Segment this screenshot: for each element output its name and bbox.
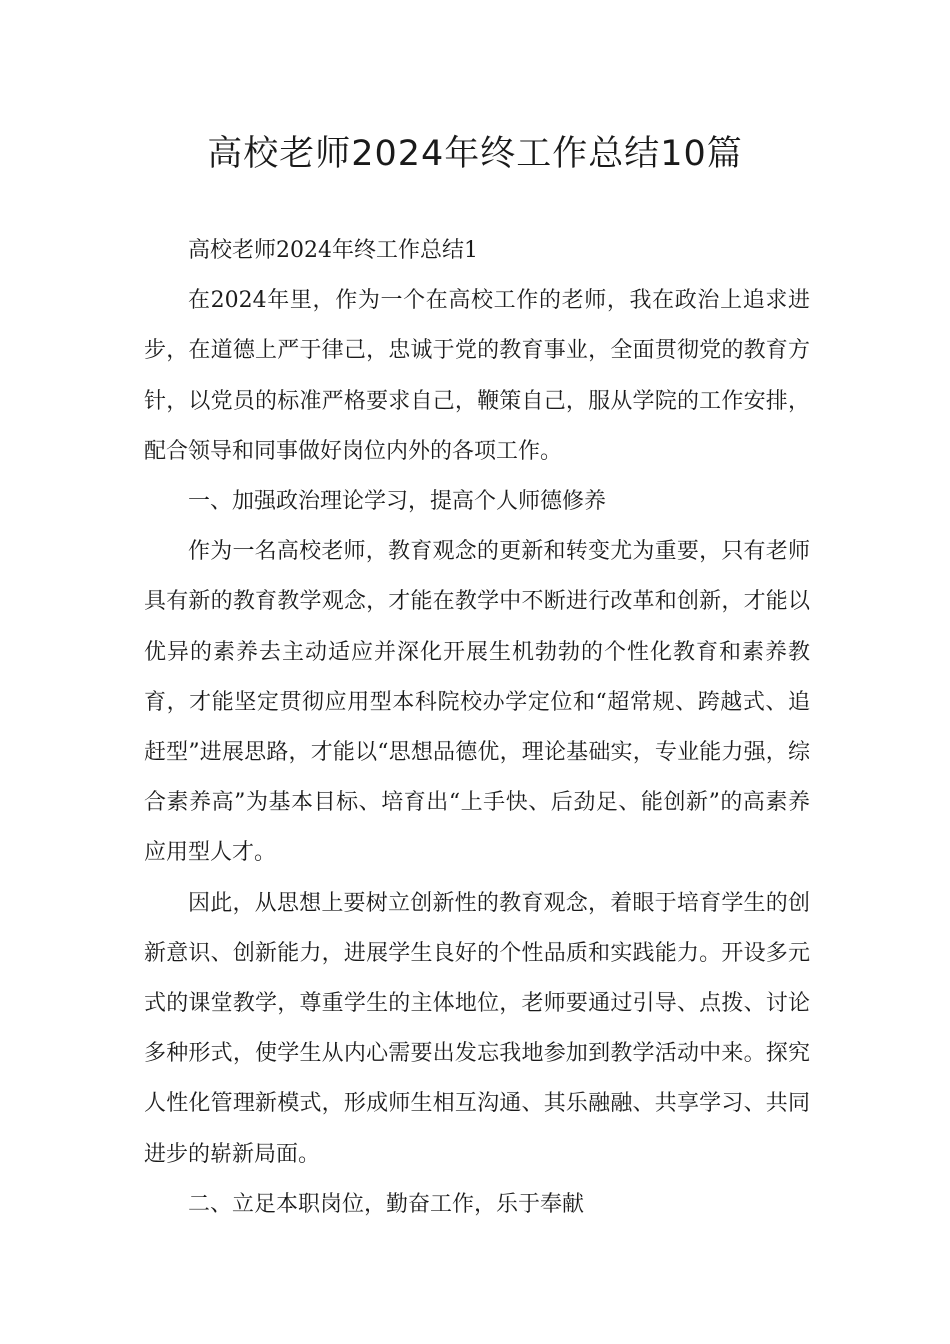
- document-title: 高校老师2024年终工作总结10篇: [207, 134, 743, 174]
- section-heading: 高校老师2024年终工作总结1: [188, 238, 478, 263]
- paragraph: 在2024年里，作为一个在高校工作的老师，我在政治上追求进步，在道德上严于律己，忠诚于党的教育事业，全面贯彻党的教育方针，以党员的标准严格要求自己，鞭策自己，服从学院的工作安排，配合领导和同事做好岗位内外的各项工作。: [144, 288, 810, 464]
- paragraph: 因此，从思想上要树立创新性的教育观念，着眼于培育学生的创新意识、创新能力，进展学生良好的个性品质和实践能力。开设多元式的课堂教学，尊重学生的主体地位，老师要通过引导、点拨、讨论多种形式，使学生从内心需要出发忘我地参加到教学活动中来。探究人性化管理新模式，形成师生相互沟通、其乐融融、共享学习、共同进步的崭新局面。: [144, 890, 810, 1167]
- document-body: [144, 226, 810, 1230]
- paragraph: 作为一名高校老师，教育观念的更新和转变尤为重要，只有老师具有新的教育教学观念，才能在教学中不断进行改革和创新，才能以优异的素养去主动适应并深化开展生机勃勃的个性化教育和素养教育，才能坚定贯彻应用型本科院校办学定位和“超常规、跨越式、追赶型”进展思路，才能以“思想品德优，理论基础实，专业能力强，综合素养高”为基本目标、培育出“上手快、后劲足、能创新”的高素养应用型人才。: [144, 539, 810, 866]
- section-heading: 二、立足本职岗位，勤奋工作，乐于奉献: [188, 1191, 585, 1217]
- section-heading: 一、加强政治理论学习，提高个人师德修养: [188, 489, 607, 515]
